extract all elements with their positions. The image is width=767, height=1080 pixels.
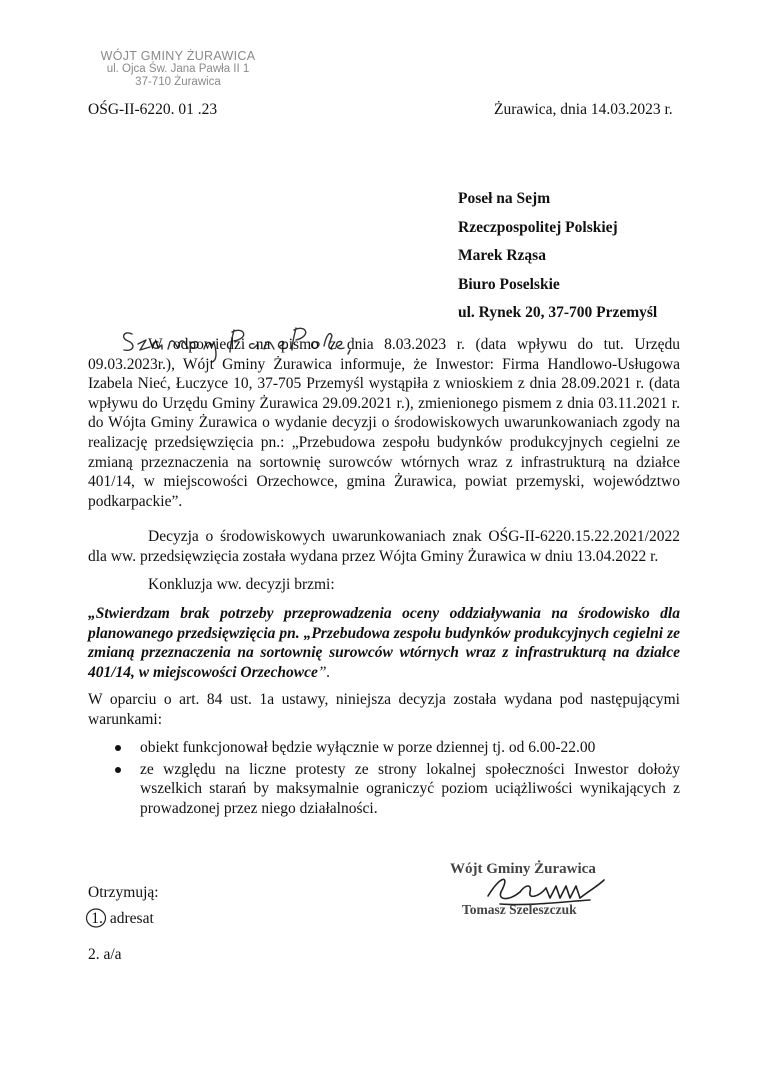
list-item-text: obiekt funkcjonował będzie wyłącznie w porze dziennej tj. od 6.00-22.00 bbox=[140, 739, 596, 756]
list-item bbox=[113, 738, 680, 758]
paragraph-conclusion-quote bbox=[88, 604, 680, 682]
letter-date: Żurawica, dnia 14.03.2023 r. bbox=[494, 101, 673, 118]
list-item bbox=[113, 760, 680, 819]
paragraph-conclusion-intro bbox=[88, 575, 680, 595]
addressee-line: Marek Rząsa bbox=[458, 247, 546, 264]
quote-text bbox=[88, 604, 680, 682]
paragraph-text: W odpowiedzi na pismo z dnia 8.03.2023 r. (data wpływu do tut. Urzędu 09.03.2023r.), Wójt Gminy Żurawica informuje, że Inwestor: Firma Handlowo-Usługowa Izabela Nieć, Łuczyce 10, 37-705 Przemyśl wystąpiła z wnioskiem z dnia 28.09.2021 r. (data wpływu do Urzędu Gminy Żurawica 29.09.2021 r.), zmienionego pismem z dnia 03.11.2021 r. do Wójta Gminy Żurawica o wydanie decyzji o środowiskowych uwarunkowaniach zgody na realizację przedsięwzięcia pn.: „Przebudowa zespołu budynków produkcyjnych cegielni ze zmianą przeznaczenia na sortownię surowców wtórnych wraz z infrastrukturą na działce 401/14, w miejscowości Orzechowce, gmina Żurawica, powiat przemyski, województwo podkarpackie”. bbox=[88, 336, 680, 510]
signature-stamp bbox=[450, 848, 650, 918]
recipients-title: Otrzymują: bbox=[88, 884, 159, 901]
stamp-line-1: WÓJT GMINY ŻURAWICA bbox=[100, 49, 256, 63]
conditions-list bbox=[113, 738, 680, 820]
signature-name: Tomasz Szeleszczuk bbox=[462, 902, 577, 917]
paragraph-response bbox=[88, 335, 680, 511]
paragraph-text: Konkluzja ww. decyzji brzmi: bbox=[148, 576, 335, 593]
recipient-item bbox=[88, 910, 154, 928]
stamp-line-3: 37-710 Żurawica bbox=[135, 76, 221, 88]
addressee-line: Poseł na Sejm bbox=[458, 190, 551, 207]
paragraph-text: W oparciu o art. 84 ust. 1a ustawy, niniejsza decyzja została wydana pod następującymi warunkami: bbox=[88, 691, 680, 728]
addressee-line: Rzeczpospolitej Polskiej bbox=[458, 218, 618, 236]
paragraph-conditions-intro bbox=[88, 690, 680, 729]
quote-end: ”. bbox=[317, 663, 331, 681]
list-item-text: ze względu na liczne protesty ze strony lokalnej społeczności Inwestor dołoży wszelkich starań by maksymalnie ograniczyć poziom uciążliwości wynikających z prowadzonej przez niego działalności. bbox=[140, 760, 680, 817]
bullet-icon bbox=[115, 767, 121, 773]
recipient-number-text: 1. bbox=[91, 910, 103, 927]
paragraph-decision bbox=[88, 527, 680, 566]
addressee-line: Biuro Poselskie bbox=[458, 275, 560, 293]
stamp-line-2: ul. Ojca Św. Jana Pawła II 1 bbox=[106, 63, 250, 75]
recipient-text: adresat bbox=[109, 910, 154, 927]
office-stamp bbox=[88, 50, 268, 89]
signature-title: Wójt Gminy Żurawica bbox=[450, 861, 596, 877]
quote-bold-text: „Stwierdzam brak potrzeby przeprowadzenia oceny oddziaływania na środowisko dla planowanego przedsięwzięcia pn. „Przebudowa zespołu budynków produkcyjnych cegielni ze zmianą przeznaczenia na sortownię surowców wtórnych wraz z infrastrukturą na działce 401/14, w miejscowości Orzechowce bbox=[88, 605, 680, 681]
circled-mark bbox=[85, 907, 107, 929]
addressee-block bbox=[458, 189, 657, 332]
recipient-item: 2. a/a bbox=[88, 946, 122, 963]
bullet-icon bbox=[115, 745, 121, 751]
addressee-line: ul. Rynek 20, 37-700 Przemyśl bbox=[458, 304, 658, 321]
recipient-number bbox=[88, 910, 106, 928]
reference-number: OŚG-II-6220. 01 .23 bbox=[88, 101, 218, 118]
paragraph-text: Decyzja o środowiskowych uwarunkowaniach znak OŚG-II-6220.15.22.2021/2022 dla ww. przedsięwzięcia została wydana przez Wójta Gminy Żurawica w dniu 13.04.2022 r. bbox=[88, 528, 680, 565]
